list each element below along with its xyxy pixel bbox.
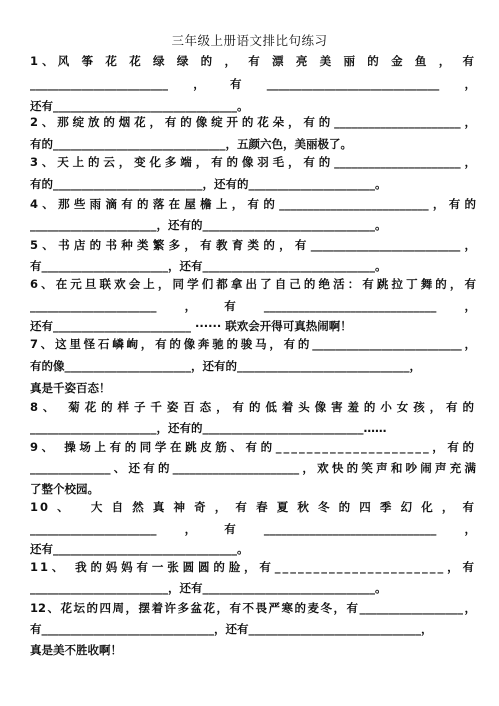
exercise-2-line-1: 2、那绽放的烟花，有的像绽开的花朵，有的______________________， xyxy=(30,115,476,129)
exercise-12-line-1: 12、花坛的四周，摆着许多盆花，有不畏严寒的麦冬，有__________________， xyxy=(30,601,476,615)
exercise-3-line-1: 3、天上的云，变化多端，有的像羽毛，有的______________________， xyxy=(30,155,476,169)
exercise-1-line-3: 还有________________________________。 xyxy=(30,99,249,113)
exercise-3-line-2: 有的__________________________，还有的______________________。 xyxy=(30,177,387,191)
exercise-7-line-1: 7、这里怪石嶙峋，有的像奔驰的骏马，有的__________________________， xyxy=(30,337,476,351)
exercise-7-line-3: 真是千姿百态！ xyxy=(30,381,111,395)
exercise-12-line-3: 真是美不胜收啊！ xyxy=(30,643,122,657)
exercise-1-line-2: ________________________，有______________________________， xyxy=(30,77,476,91)
exercise-4-line-2: ______________________，还有的______________________________。 xyxy=(30,218,387,232)
exercise-12-line-2: 有______________________________，还有______________________________， xyxy=(30,622,433,636)
exercise-6-line-3: 还有________________________ ······ 联欢会开得可真热闹啊！ xyxy=(30,319,352,333)
exercise-10-line-3: 还有________________________________。 xyxy=(30,542,249,556)
exercise-11-line-2: ________________________，还有______________________________。 xyxy=(30,581,387,595)
exercise-5-line-1: 5、书店的书种类繁多，有教育类的，有__________________________， xyxy=(30,238,476,252)
exercise-4-line-1: 4、那些雨滴有的落在屋檐上，有的__________________________，有的 xyxy=(30,197,476,211)
exercise-11-line-1: 11、 我的妈妈有一张圆圆的脸，有______________________，有 xyxy=(30,560,476,574)
exercise-6-line-2: ______________________，有______________________________， xyxy=(30,299,476,313)
exercise-10-line-2: ______________________，有______________________________， xyxy=(30,522,476,536)
exercise-8-line-2: ______________________，还有的____________________________…… xyxy=(30,421,387,435)
exercise-7-line-2: 有的像______________________，还有的______________________________， xyxy=(30,359,421,373)
exercise-8-line-1: 8、 菊花的样子千姿百态，有的低着头像害羞的小女孩，有的 xyxy=(30,400,476,414)
exercise-10-line-1: 10、 大自然真神奇，有春夏秋冬的四季幻化，有 xyxy=(30,500,476,514)
page-title: 三年级上册语文排比句练习 xyxy=(171,33,328,48)
exercise-9-line-1: 9、 操场上有的同学在跳皮筋、有的____________________，有的 xyxy=(30,440,476,454)
exercise-9-line-2: ______________、还有的______________________，欢快的笑声和吵闹声充满 xyxy=(30,461,476,475)
exercise-1-line-1: 1、风 筝 花 花 绿 绿 的 ， 有 漂 亮 美 丽 的 金 鱼 ， 有 xyxy=(30,54,476,68)
exercise-6-line-1: 6、在元旦联欢会上，同学们都拿出了自己的绝活：有跳拉丁舞的，有 xyxy=(30,277,476,291)
exercise-9-line-3: 了整个校园。 xyxy=(30,482,99,496)
exercise-2-line-2: 有的______________________________，五颜六色，美丽极了。 xyxy=(30,137,352,151)
exercise-5-line-2: 有______________________，还有______________________________。 xyxy=(30,259,387,273)
